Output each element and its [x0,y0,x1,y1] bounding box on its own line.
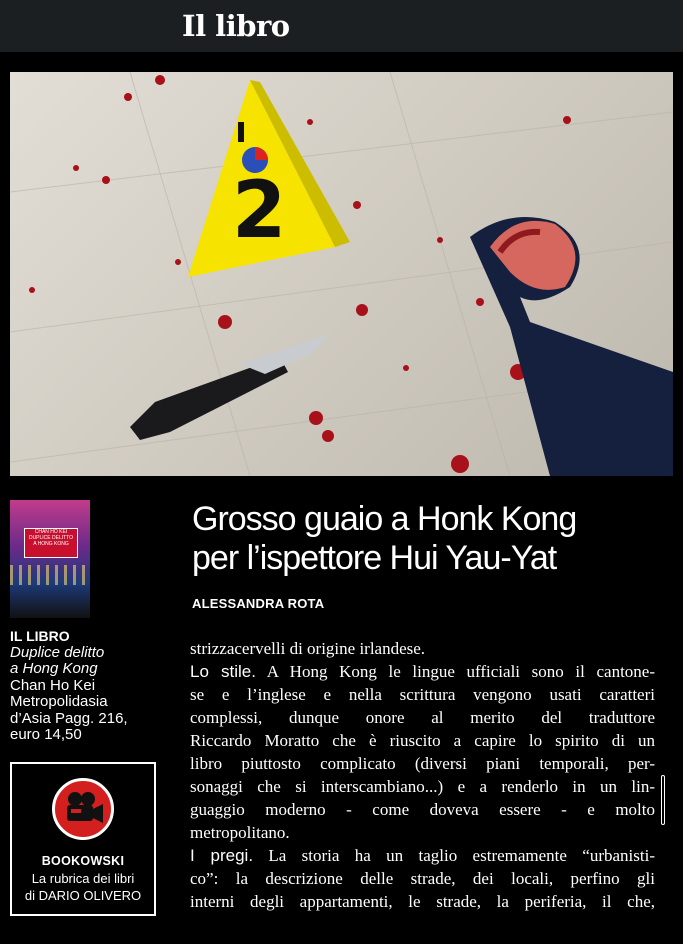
book-info-label: IL LIBRO [10,628,70,644]
cover-city-lights [10,565,90,585]
cover-title-line2: A HONG KONG [33,541,69,547]
book-cover-title-box [24,528,78,558]
body-line: guaggio moderno - come doveva essere - e molto [190,800,655,819]
body-line: metropolitano. [190,823,290,842]
article-headline [192,500,672,578]
body-line: se e l’inglese e nella scrittura vengono usati caratteri [190,685,655,704]
section-header [0,0,683,52]
body-line: libro piuttosto complicato (diversi piani temporali, per- [190,754,655,773]
lead-style: Lo stile. [190,662,256,681]
book-cover [10,500,90,618]
cover-author: CHAN HO KEI [34,529,68,535]
cover-title-line1: DUPLICE DELITTO [28,535,74,541]
body-line: La storia ha un taglio estremamente “urbanisti- [268,846,655,865]
body-line: interni degli appartamenti, le strade, la periferia, il che, [190,892,655,911]
book-author: Chan Ho Kei [10,676,96,694]
bookowski-subtitle: La rubrica dei libri [31,871,135,886]
body-line: complessi, dunque onore al merito del traduttore [190,708,655,727]
video-camera-icon [52,778,114,840]
bookowski-author: di DARIO OLIVERO [24,888,142,903]
headline-line2: per l’ispettore Hui Yau-Yat [192,539,557,577]
article-body [190,637,655,913]
book-title-line1: Duplice delitto [10,643,105,661]
lead-pregi: I pregi. [190,846,254,865]
crime-scene-photo [10,72,673,476]
body-line: strizzacervelli di origine irlandese. [190,639,426,658]
headline-line1: Grosso guaio a Honk Kong [192,500,577,538]
body-line: sonaggi che si interscambiano...) e a renderlo in un lin- [190,777,655,796]
body-line: co”: la descrizione delle strade, dei locali, perfino gli [190,869,655,888]
book-pages: d’Asia Pagg. 216, [10,709,128,727]
book-price: euro 14,50 [10,726,82,743]
bookowski-title: BOOKOWSKI [41,854,125,868]
book-publisher: Metropolidasia [10,693,108,710]
section-title: Il libro [182,9,290,43]
article-scrollbar[interactable] [661,775,665,825]
body-line: A Hong Kong le lingue ufficiali sono il cantone- [266,662,656,681]
body-line: Riccardo Moratto che è riuscito a capire lo spirito di un [190,731,655,750]
article-byline: ALESSANDRA ROTA [192,596,325,611]
book-title-line2: a Hong Kong [10,660,98,677]
book-info [10,628,170,744]
bookowski-box[interactable] [10,762,156,916]
evidence-marker-number: 2 [232,166,287,256]
